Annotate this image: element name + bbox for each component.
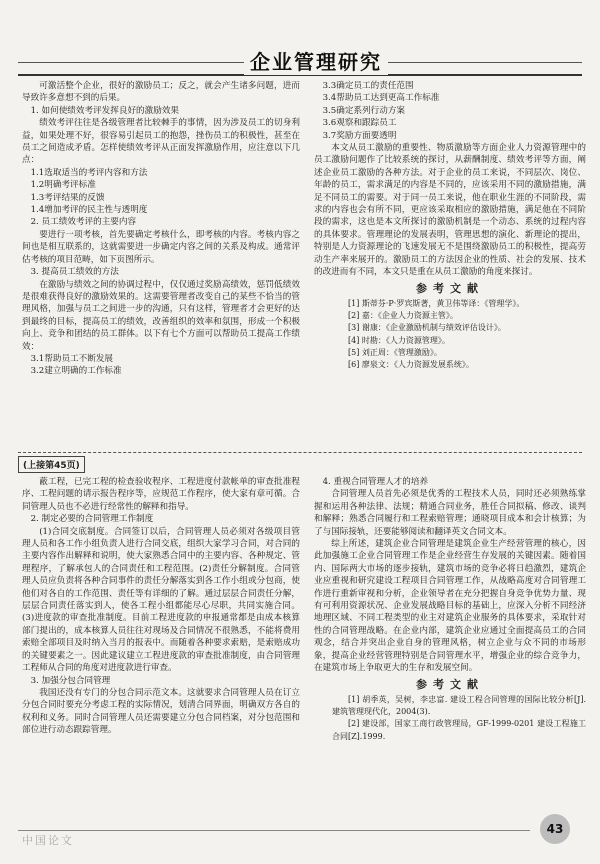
- reference-item: [4] 时勘：《人力资源管理》。: [348, 335, 450, 345]
- list-item: 3.2建立明确的工作标准: [30, 366, 122, 377]
- paragraph: 综上所述，建筑企业合同管理是建筑企业生产经营管理的核心，因此加强施工企业合同管理工作是企业经营生存发展的关键因素。随着国内、国际两大市场的逐步接轨，建筑市场的竞争必将日趋激烈，建筑企业应重视和研究建设工程项目合同管理工作，从战略高度对合同管理工作进行重新审视和分析，企业领导者在充分把握自身竞争优势力量、现有可利用资源状况、企业发展战略目标的基础上，应深入分析不同经济地理区域、不同工程类型的业主对建筑企业服务的具体要求，采取针对性的合同管理战略。在企业内部，建筑企业应通过全面提高员工的合同观念，结合并突出企业自身的管理风格，树立企业与众不同的市场形象，提高企业经营管理特别是合同管理水平，增强企业的综合竞争力，在建筑市场上争取更大的生存和发展空间。: [314, 539, 586, 674]
- list-item: 1.4增加考评的民主性与透明度: [30, 205, 148, 216]
- list-item: 1.1选取适当的考评内容和方法: [30, 167, 148, 178]
- paragraph: 要进行一项考核，首先要确定考核什么，即考核的内容。考核内容之间也是相互联系的，这就需要进一步确定内容之间的关系及构成。通常评估考核的项目范畴，如下页图所示。: [22, 229, 300, 265]
- subheading: 2. 制定必要的合同管理工作制度: [30, 514, 154, 525]
- page-header: [18, 40, 582, 76]
- section-divider: [18, 452, 582, 453]
- paragraph: 蔽工程，已完工程的检查验收程序、工程进度付款帐单的审查批准程序、工程问题的请示报告程序等，应规范工作程序，使大家有章可循。合同管理人员也不必进行经常性的解释和指导。: [22, 477, 300, 512]
- continued-from-label: (上接第45页): [18, 456, 85, 473]
- paragraph: 我国还没有专门的分包合同示范文本。这就要求合同管理人员在订立分包合同时要充分考虑工程的实际情况，划清合同界面，明确双方各自的权利和义务。同时合同管理人员还需要建立分包合同档案，对分包范围和部位进行动态跟踪管理。: [22, 687, 300, 736]
- paragraph: 绩效考评往往是各级管理者比较棘手的事情，因为涉及员工的切身利益，如果处理不好，很容易引起员工的抱怨，挫伤员工的积极性，甚至在员工之间造成矛盾。怎样使绩效考评从正面发挥激励作用，应注意以下几点：: [22, 118, 300, 166]
- page-number: 43: [540, 814, 570, 844]
- reference-item: [1] 斯蒂芬·P·罗宾斯著，黄卫伟等译：《管理学》。: [348, 298, 525, 308]
- top-right-column: [314, 80, 586, 446]
- reference-item: [5] 刘正周：《管理激励》。: [348, 347, 442, 357]
- reference-item: [2] 嘉：《企业人力资源主管》。: [348, 311, 458, 321]
- list-item: 3.1帮助员工不断发展: [30, 353, 114, 364]
- reference-item: [2] 建设部，国家工商行政管理局，GF-1999-0201 建设工程施工合同[Z].1999.: [332, 719, 586, 741]
- subheading: 4. 重视合同管理人才的培养: [322, 477, 429, 487]
- subheading: 2. 员工绩效考评的主要内容: [30, 217, 137, 228]
- footer-rule: [18, 830, 530, 831]
- top-left-column: [22, 80, 300, 446]
- reference-item: [6] 廖泉文：《人力资源发展系统》。: [348, 359, 474, 369]
- subheading: 1. 如何使绩效考评发挥良好的激励效果: [30, 105, 180, 116]
- list-item: 3.6观察和跟踪员工: [322, 118, 397, 129]
- paragraph: (1)合同交底制度。合同签订以后，合同管理人员必须对各级项目管理人员和各工作小组负责人进行合同交底，组织大家学习合同，对合同的主要内容作出解释和说明，使大家熟悉合同中的主要内容、各种规定、管理程序，了解承包人的合同责任和工程范围。(2)责任分解制度。合同管理人员应负责将各种合同事件的责任分解落实到各工作小组或分包商，使他们对各自的工作范围、责任等有详细的了解。通过层层合同责任分解，层层合同责任落实到人，使各工程小组都能尽心尽职，共同实施合同。(3)进度款的审查批准制度。目前工程进度款的申报通常都是由成本核算部门提出的，成本核算人员往往对现场及合同情况不很熟悉，不能将费用索赔全部项目及时纳入当月的报表中。而随着各种要求索赔，是索赔成功的关键要素之一。因此建议建立工程进度款的审查批准制度，由合同管理工程师从合同的角度对进度款进行审查。: [22, 526, 300, 674]
- list-item: 1.2明确考评标准: [30, 180, 96, 191]
- list-item: 1.3考评结果的反馈: [30, 192, 105, 203]
- list-item: 3.3确定员工的责任范围: [322, 81, 414, 91]
- subheading: 3. 提高员工绩效的方法: [30, 267, 119, 278]
- subheading: 3. 加强分包合同管理: [30, 675, 111, 686]
- section-title: 企业管理研究: [244, 46, 388, 75]
- paragraph: 可激活整个企业，很好的激励员工；反之，就会产生诸多问题，进而导致许多意想不到的后果。: [22, 81, 300, 104]
- paragraph: 在激励与绩效之间的协调过程中，仅仅通过奖励高绩效，惩罚低绩效是很难获得良好的激励效果的。这需要管理者改变自己的某些不恰当的管理风格，加强与员工之间进一步的沟通，只有这样，管理者才会更好的达到最终的目标，提高员工的绩效，改善组织的效率和氛围，形成一个积极向上、竞争和团结的员工群体。以下有七个方面可以帮助员工提高工作绩效：: [22, 279, 300, 352]
- references-heading: 参考文献: [416, 677, 484, 691]
- bottom-left-column: [22, 476, 300, 816]
- list-item: 3.5确定系列行动方案: [322, 105, 406, 116]
- reference-item: [1] 胡季英，吴树，李忠富. 建设工程合同管理的国际比较分析[J].建筑管理现代化，2004(3).: [332, 694, 586, 717]
- paragraph: 本文从员工激励的重要性、物质激励等方面企业人力资源管理中的员工激励问题作了比较系统的探讨，从薪酬制度、绩效考评等方面，阐述企业员工激励的各种方法。对于企业的员工来说，不同层次、岗位、年龄的员工，需求满足的内容是不同的，应该采用不同的激励措施，满足不同员工的需要。对于同一员工来说，他在职业生涯的不同阶段，需求的内容也会有所不同，更应该采取相应的激励措施，满足他在不同阶段的需求，这也是本文所探讨的激励机制是一个动态、系统的过程内容的具体要求。管理理论的发展表明，管理思想的演化、新理论的提出，特别是人力资源理论的飞速发展无不是围绕激励员工的积极性，提高劳动生产率来展开的。激励员工的方法因企业的性质、社会的发展、技术的改进而有不同，本文只是重在从员工激励的角度来探讨。: [314, 143, 586, 278]
- bottom-right-column: [314, 476, 586, 816]
- reference-item: [3] 谢康：《企业激励机制与绩效评估设计》。: [348, 323, 506, 333]
- list-item: 3.4帮助员工达到更高工作标准: [322, 93, 440, 104]
- list-item: 3.7奖励方面要透明: [322, 130, 397, 141]
- journal-logo: 中国论文: [22, 834, 74, 847]
- paragraph: 合同管理人员首先必须是优秀的工程技术人员，同时还必须熟练掌握和运用各种法律、法规；精通合同业务，胜任合同拟稿、修改、谈判和解释；熟悉合同履行和工程索赔管理；通晓项目成本和会计核算；为了与国际接轨，还要能够阅读和翻译英文合同文本。: [314, 489, 586, 537]
- references-heading: 参考文献: [416, 281, 484, 295]
